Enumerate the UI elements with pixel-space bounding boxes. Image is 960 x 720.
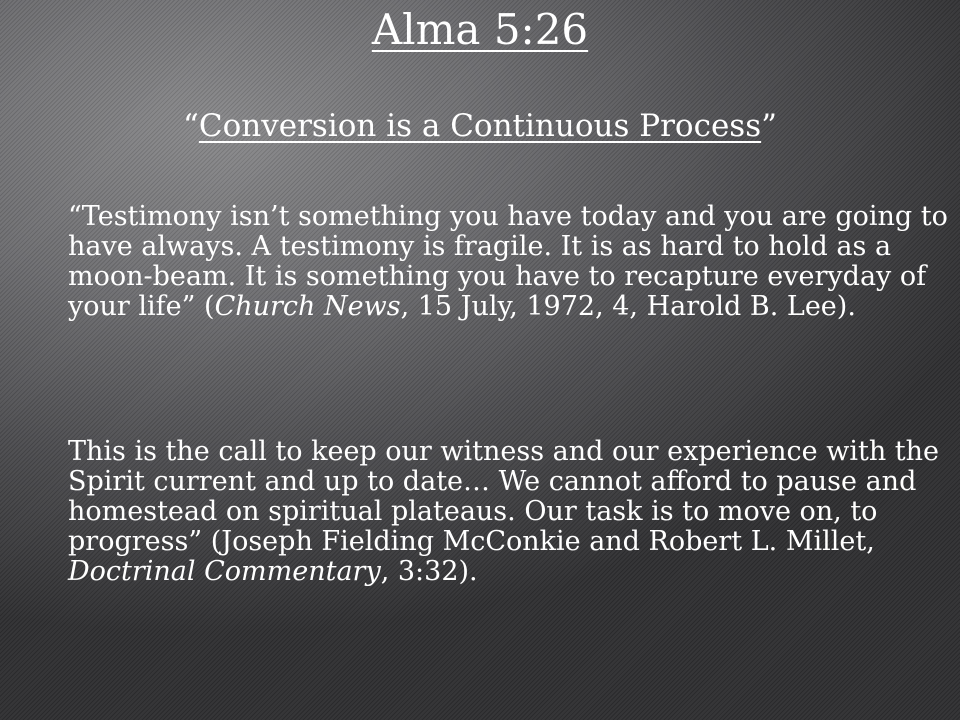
quote-lee-source-title: Church News: [214, 291, 401, 322]
quote-paragraph-mcconkie: [68, 437, 952, 587]
subtitle-text: Conversion is a Continuous Process: [198, 108, 762, 144]
quote-mcconkie-text: This is the call to keep our witness and our experience with the Spirit current and up to date… We cannot afford to pause and homestead on spiritual plateaus. Our task is to move on, to progress” (Joseph Fielding McConkie and Robert L. Millet,: [68, 436, 940, 557]
subtitle-close-quote: ”: [761, 108, 777, 144]
quote-mcconkie-citation: , 3:32).: [380, 556, 478, 587]
quote-lee-text: “Testimony isn’t something you have today and you are going to have always. A testimony is fragile. It is as hard to hold as a moon-beam. It is something you have to recapture everyday of your life” (: [68, 201, 948, 322]
slide-title-text: Alma 5:26: [371, 5, 589, 54]
subtitle-open-quote: “: [183, 108, 199, 144]
slide-subtitle: [0, 104, 960, 148]
quote-paragraph-lee: [68, 202, 952, 322]
quote-lee-citation: , 15 July, 1972, 4, Harold B. Lee).: [400, 291, 856, 322]
quote-mcconkie-source-title: Doctrinal Commentary: [68, 556, 381, 587]
slide-title: [0, 2, 960, 58]
